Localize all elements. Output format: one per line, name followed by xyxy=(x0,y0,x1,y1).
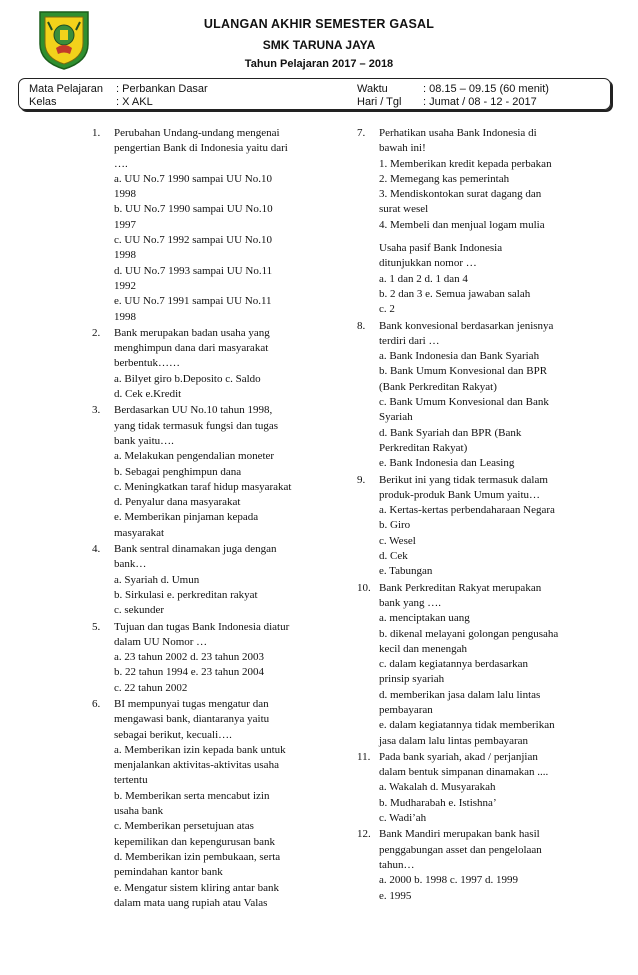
question-item xyxy=(357,750,605,826)
question-number: 8. xyxy=(357,319,366,332)
answer-option-text: d. memberikan jasa dalam lalu lintas xyxy=(379,688,541,701)
answer-option-text: a. Melakukan pengendalian moneter xyxy=(114,450,275,463)
question-number: 12. xyxy=(357,828,371,841)
question-number: 5. xyxy=(92,620,101,633)
question-text: bank… xyxy=(114,558,147,571)
answer-option xyxy=(114,449,327,464)
question-text: mengawasi bank, diantaranya yaitu xyxy=(114,713,270,726)
answer-option xyxy=(379,688,605,719)
question-text: Usaha pasif Bank Indonesia xyxy=(379,242,503,255)
answer-option-text: c. UU No.7 1992 sampai UU No.10 xyxy=(114,234,272,247)
question-item xyxy=(92,126,327,325)
questions-column-right xyxy=(357,126,605,905)
exam-title: ULANGAN AKHIR SEMESTER GASAL xyxy=(203,17,435,31)
question-text: Bank konvesional berdasarkan jenisnya xyxy=(379,319,554,332)
answer-option xyxy=(379,302,605,317)
answer-option-text: b. Memberikan serta mencabut izin xyxy=(114,789,270,802)
answer-option-continuation: 1992 xyxy=(114,279,136,292)
answer-option xyxy=(379,549,605,564)
question-number: 7. xyxy=(357,127,366,139)
answer-option xyxy=(114,819,327,850)
answer-option xyxy=(379,364,605,395)
question-text: bank yaitu…. xyxy=(114,434,174,447)
answer-option-continuation: masyarakat xyxy=(114,526,165,539)
answer-option xyxy=(379,611,605,626)
answer-option-text: c. Wesel xyxy=(379,534,416,547)
answer-option xyxy=(114,480,327,495)
question-item xyxy=(92,326,327,402)
question-text: Bank Perkreditan Rakyat merupakan xyxy=(379,581,542,594)
answer-option-continuation: usaha bank xyxy=(114,805,164,818)
subject-value: : Perbankan Dasar xyxy=(116,83,208,95)
question-text: 1. Memberikan kredit kepada perbakan xyxy=(379,157,552,170)
answer-option-continuation: kecil dan menengah xyxy=(379,642,467,655)
answer-option-text: a. Bilyet giro b.Deposito c. Saldo xyxy=(114,372,261,385)
academic-year: Tahun Pelajaran 2017 – 2018 xyxy=(244,58,394,70)
answer-option-text: a. 23 tahun 2002 d. 23 tahun 2003 xyxy=(114,651,265,664)
answer-option-text: b. UU No.7 1990 sampai UU No.10 xyxy=(114,203,273,216)
answer-option-text: c. Memberikan persetujuan atas xyxy=(114,820,254,833)
answer-option xyxy=(114,264,327,295)
answer-option xyxy=(114,372,327,387)
question-text: menghimpun dana dari masyarakat xyxy=(114,342,269,355)
answer-option-continuation: pembayaran xyxy=(379,703,433,716)
question-text: surat wesel xyxy=(379,203,429,216)
answer-option-text: a. Kertas-kertas perbendaharaan Negara xyxy=(379,504,555,517)
answer-option-text: c. Wadi’ah xyxy=(379,812,427,825)
question-text: …. xyxy=(114,157,128,170)
answer-option-continuation: kepemilikan dan kepengurusan bank xyxy=(114,835,275,848)
answer-option xyxy=(379,272,605,287)
answer-option-text: b. Giro xyxy=(379,519,411,532)
question-item xyxy=(92,620,327,696)
answer-option-text: c. Bank Umum Konvesional dan Bank xyxy=(379,396,549,409)
question-text: Bank sentral dinamakan juga dengan xyxy=(114,543,277,556)
answer-option-text: c. dalam kegiatannya berdasarkan xyxy=(379,658,529,671)
answer-option-continuation: jasa dalam lalu lintas pembayaran xyxy=(379,734,529,747)
answer-option-continuation: Syariah xyxy=(379,411,413,424)
question-text: 4. Membeli dan menjual logam mulia xyxy=(379,218,545,231)
date-label: Hari / Tgl xyxy=(357,96,402,108)
question-text: Perhatikan usaha Bank Indonesia di xyxy=(379,127,537,139)
answer-option-continuation: 1998 xyxy=(114,310,136,323)
answer-option xyxy=(379,657,605,688)
answer-option-text: d. Cek xyxy=(379,550,408,563)
question-item xyxy=(92,403,327,541)
exam-header xyxy=(0,0,638,75)
answer-option xyxy=(114,294,327,325)
answer-option-text: c. 2 xyxy=(379,303,395,316)
answer-option xyxy=(379,426,605,457)
answer-option xyxy=(114,665,327,680)
questions-column-left xyxy=(92,126,327,912)
answer-option-text: a. 1 dan 2 d. 1 dan 4 xyxy=(379,272,468,285)
date-value: : Jumat / 08 - 12 - 2017 xyxy=(423,96,537,108)
answer-option-text: b. Bank Umum Konvesional dan BPR xyxy=(379,365,548,378)
answer-option-text: b. 2 dan 3 e. Semua jawaban salah xyxy=(379,287,531,300)
question-text: Tujuan dan tugas Bank Indonesia diatur xyxy=(114,620,290,633)
question-text: terdiri dari … xyxy=(379,334,440,347)
question-number: 6. xyxy=(92,697,101,710)
answer-option-text: e. Tabungan xyxy=(379,565,433,578)
answer-option-text: a. UU No.7 1990 sampai UU No.10 xyxy=(114,172,272,185)
question-item xyxy=(357,126,605,318)
answer-option-text: b. Mudharabah e. Istishna’ xyxy=(379,796,497,809)
answer-option xyxy=(114,789,327,820)
answer-option-text: a. Memberikan izin kepada bank untuk xyxy=(114,743,286,756)
question-number: 4. xyxy=(92,543,101,556)
class-value: : X AKL xyxy=(116,96,153,108)
info-row-class xyxy=(19,96,610,110)
question-text: Bank Mandiri merupakan bank hasil xyxy=(379,828,540,841)
answer-option-text: b. 22 tahun 1994 e. 23 tahun 2004 xyxy=(114,666,265,679)
question-text: berbentuk…… xyxy=(114,357,180,370)
question-item xyxy=(357,473,605,580)
answer-option xyxy=(379,873,605,888)
question-text: dalam bentuk simpanan dinamakan .... xyxy=(379,766,549,779)
answer-option-text: e. Bank Indonesia dan Leasing xyxy=(379,457,515,470)
time-label: Waktu xyxy=(357,83,388,95)
answer-option xyxy=(379,534,605,549)
question-item xyxy=(92,697,327,911)
answer-option xyxy=(379,564,605,579)
question-text: bawah ini! xyxy=(379,142,426,155)
answer-option xyxy=(379,796,605,811)
answer-option-text: a. Wakalah d. Musyarakah xyxy=(379,781,496,794)
question-text: tahun… xyxy=(379,858,415,871)
answer-option-text: d. Bank Syariah dan BPR (Bank xyxy=(379,426,522,439)
answer-option xyxy=(114,172,327,203)
question-number: 1. xyxy=(92,127,101,139)
answer-option-continuation: 1998 xyxy=(114,188,136,201)
answer-option xyxy=(379,395,605,426)
question-text: 2. Memegang kas pemerintah xyxy=(379,172,510,185)
answer-option xyxy=(114,588,327,603)
question-item xyxy=(357,319,605,472)
answer-option xyxy=(114,510,327,541)
time-value: : 08.15 – 09.15 (60 menit) xyxy=(423,83,549,95)
question-text: bank yang …. xyxy=(379,596,442,609)
answer-option-text: a. Bank Indonesia dan Bank Syariah xyxy=(379,350,540,363)
exam-info-box xyxy=(18,78,611,110)
answer-option xyxy=(114,850,327,881)
answer-option-text: b. Sirkulasi e. perkreditan rakyat xyxy=(114,588,258,601)
question-number: 2. xyxy=(92,326,101,339)
question-item xyxy=(357,581,605,749)
answer-option xyxy=(379,811,605,826)
answer-option-text: a. Syariah d. Umun xyxy=(114,573,200,586)
answer-option-text: c. Meningkatkan taraf hidup masyarakat xyxy=(114,480,292,493)
answer-option-continuation: Perkreditan Rakyat) xyxy=(379,441,468,454)
question-text: ditunjukkan nomor … xyxy=(379,257,477,270)
answer-option-text: a. 2000 b. 1998 c. 1997 d. 1999 xyxy=(379,874,519,887)
answer-option xyxy=(114,743,327,789)
answer-option-text: d. Penyalur dana masyarakat xyxy=(114,496,241,509)
answer-option xyxy=(379,518,605,533)
question-number: 11. xyxy=(357,750,371,763)
question-number: 10. xyxy=(357,581,371,594)
answer-option-text: d. Memberikan izin pembukaan, serta xyxy=(114,850,281,863)
answer-option-continuation: (Bank Perkreditan Rakyat) xyxy=(379,380,497,393)
question-text: Pada bank syariah, akad / perjanjian xyxy=(379,750,538,763)
question-number: 3. xyxy=(92,404,101,417)
answer-option-text: e. Memberikan pinjaman kepada xyxy=(114,511,259,524)
answer-option xyxy=(379,287,605,302)
answer-option xyxy=(379,349,605,364)
subject-label: Mata Pelajaran xyxy=(29,83,103,95)
answer-option xyxy=(114,465,327,480)
answer-option xyxy=(379,627,605,658)
answer-option-continuation: tertentu xyxy=(114,774,148,787)
answer-option-text: c. 22 tahun 2002 xyxy=(114,681,188,694)
question-text: dalam UU Nomor … xyxy=(114,635,208,648)
answer-option-text: c. sekunder xyxy=(114,604,165,617)
answer-option-text: e. Mengatur sistem kliring antar bank xyxy=(114,881,279,894)
answer-option xyxy=(114,881,327,912)
answer-option xyxy=(114,495,327,510)
answer-option xyxy=(114,573,327,588)
answer-option xyxy=(114,387,327,402)
answer-option-continuation: pemindahan kantor bank xyxy=(114,866,223,879)
question-text: 3. Mendiskontokan surat dagang dan xyxy=(379,188,542,201)
answer-option xyxy=(379,456,605,471)
question-item xyxy=(357,827,605,903)
question-text: Bank merupakan badan usaha yang xyxy=(114,326,270,339)
answer-option xyxy=(114,650,327,665)
answer-option-text: a. menciptakan uang xyxy=(379,612,470,625)
question-text: Perubahan Undang-undang mengenai xyxy=(114,127,280,139)
question-text: produk-produk Bank Umum yaitu… xyxy=(379,488,541,501)
question-text: pengertian Bank di Indonesia yaitu dari xyxy=(114,142,288,155)
answer-option xyxy=(379,503,605,518)
answer-option xyxy=(114,233,327,264)
answer-option-continuation: 1998 xyxy=(114,249,136,262)
answer-option-continuation: menjalankan aktivitas-aktivitas usaha xyxy=(114,759,279,772)
answer-option-text: e. dalam kegiatannya tidak memberikan xyxy=(379,719,555,732)
question-text: penggabungan asset dan pengelolaan xyxy=(379,843,542,856)
question-text: yang tidak termasuk fungsi dan tugas xyxy=(114,419,279,432)
answer-option-text: e. 1995 xyxy=(379,889,412,902)
question-text: Berikut ini yang tidak termasuk dalam xyxy=(379,473,548,486)
question-text: BI mempunyai tugas mengatur dan xyxy=(114,697,269,710)
school-name: SMK TARUNA JAYA xyxy=(262,38,376,52)
question-number: 9. xyxy=(357,473,366,486)
answer-option xyxy=(379,718,605,749)
question-item xyxy=(92,542,327,618)
answer-option-text: b. Sebagai penghimpun dana xyxy=(114,465,242,478)
answer-option-text: d. UU No.7 1993 sampai UU No.11 xyxy=(114,264,273,277)
answer-option-continuation: prinsip syariah xyxy=(379,673,445,686)
blank-line xyxy=(379,233,605,241)
answer-option-continuation: 1997 xyxy=(114,218,136,231)
question-text: Berdasarkan UU No.10 tahun 1998, xyxy=(114,404,273,417)
answer-option-text: b. dikenal melayani golongan pengusaha xyxy=(379,627,559,640)
answer-option xyxy=(379,780,605,795)
answer-option xyxy=(114,603,327,618)
question-text: sebagai berikut, kecuali…. xyxy=(114,728,232,741)
answer-option xyxy=(379,889,605,904)
answer-option-continuation: dalam mata uang rupiah atau Valas xyxy=(114,896,268,909)
answer-option xyxy=(114,681,327,696)
answer-option-text: d. Cek e.Kredit xyxy=(114,388,182,401)
answer-option-text: e. UU No.7 1991 sampai UU No.11 xyxy=(114,295,272,308)
answer-option xyxy=(114,202,327,233)
info-row-subject xyxy=(19,83,610,97)
class-label: Kelas xyxy=(29,96,57,108)
